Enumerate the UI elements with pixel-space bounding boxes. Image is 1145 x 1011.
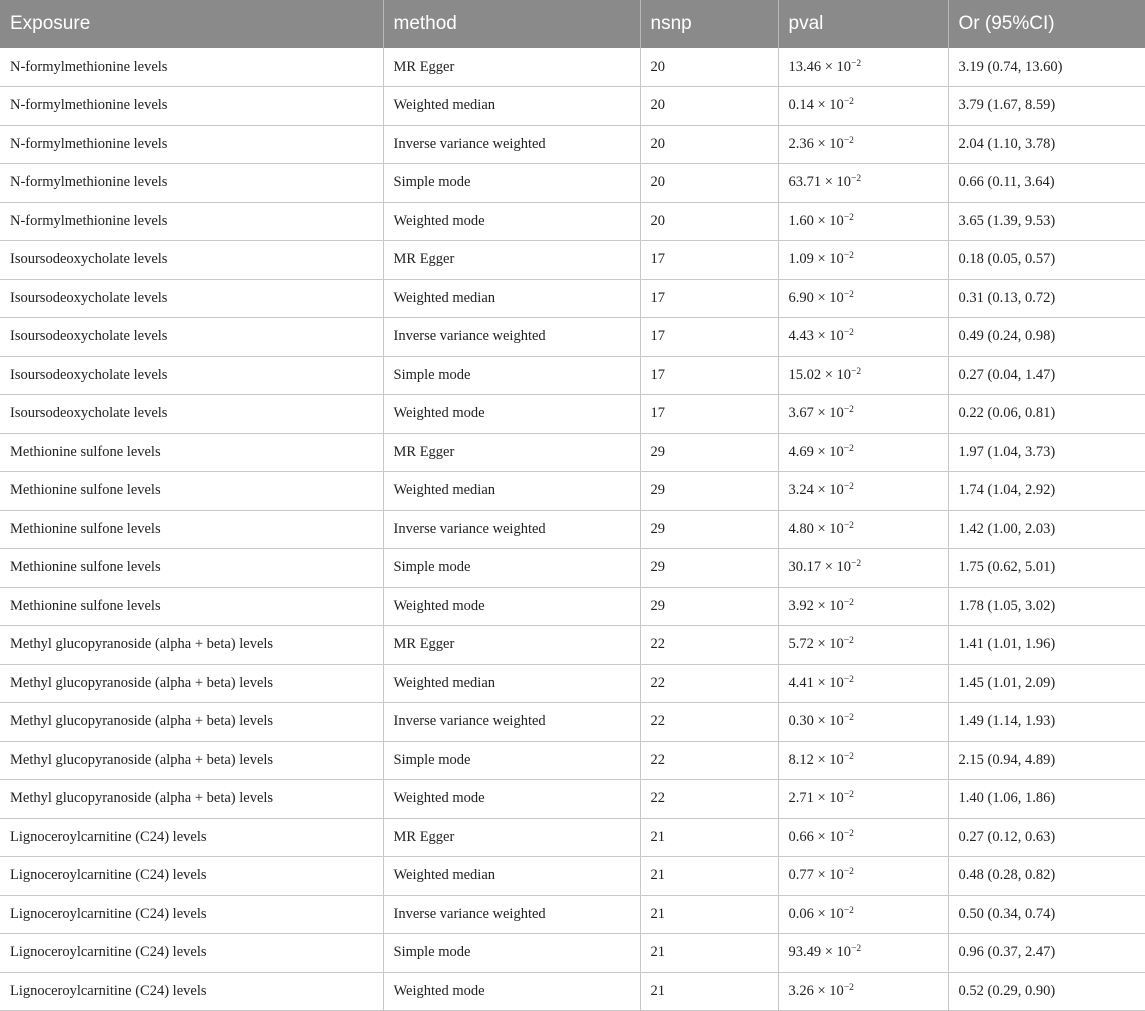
table-row	[0, 433, 1145, 472]
exposure-cell: Lignoceroylcarnitine (C24) levels	[0, 934, 383, 973]
or-cell: 0.27 (0.12, 0.63)	[948, 818, 1145, 857]
pval-mantissa: 0.06	[788, 905, 814, 922]
pval-exponent: −2	[843, 405, 854, 416]
table-row	[0, 741, 1145, 780]
pval-cell	[778, 87, 948, 126]
or-cell: 0.48 (0.28, 0.82)	[948, 857, 1145, 896]
nsnp-cell: 17	[640, 241, 778, 280]
or-cell: 2.04 (1.10, 3.78)	[948, 125, 1145, 164]
pval-multiplier: × 10	[824, 366, 852, 383]
nsnp-cell: 20	[640, 125, 778, 164]
pval-mantissa: 1.60	[788, 212, 814, 229]
header-method: method	[383, 0, 640, 48]
pval-multiplier: × 10	[817, 97, 844, 114]
pval-cell	[778, 48, 948, 87]
table-row	[0, 125, 1145, 164]
method-cell: Simple mode	[383, 356, 640, 395]
nsnp-cell: 20	[640, 48, 778, 87]
pval-exponent: −2	[843, 982, 854, 993]
exposure-cell: Lignoceroylcarnitine (C24) levels	[0, 857, 383, 896]
exposure-cell: N-formylmethionine levels	[0, 48, 383, 87]
pval-exponent: −2	[843, 674, 854, 685]
header-row	[0, 0, 1145, 48]
table-row	[0, 587, 1145, 626]
pval-mantissa: 2.71	[788, 790, 814, 807]
pval-exponent: −2	[843, 751, 854, 762]
table-row	[0, 472, 1145, 511]
pval-multiplier: × 10	[817, 251, 844, 268]
table-row	[0, 664, 1145, 703]
pval-cell	[778, 279, 948, 318]
pval-exponent: −2	[843, 289, 854, 300]
or-cell: 1.78 (1.05, 3.02)	[948, 587, 1145, 626]
pval-cell	[778, 934, 948, 973]
pval-cell	[778, 741, 948, 780]
pval-cell	[778, 164, 948, 203]
pval-cell	[778, 472, 948, 511]
pval-multiplier: × 10	[817, 443, 844, 460]
pval-multiplier: × 10	[817, 597, 844, 614]
pval-exponent: −2	[851, 559, 862, 570]
pval-exponent: −2	[843, 443, 854, 454]
pval-multiplier: × 10	[817, 520, 844, 537]
nsnp-cell: 29	[640, 587, 778, 626]
pval-multiplier: × 10	[817, 212, 844, 229]
or-cell: 3.65 (1.39, 9.53)	[948, 202, 1145, 241]
pval-multiplier: × 10	[817, 674, 844, 691]
method-cell: Weighted mode	[383, 587, 640, 626]
pval-cell	[778, 510, 948, 549]
method-cell: Inverse variance weighted	[383, 510, 640, 549]
nsnp-cell: 21	[640, 972, 778, 1011]
pval-mantissa: 93.49	[788, 944, 822, 961]
nsnp-cell: 20	[640, 87, 778, 126]
nsnp-cell: 21	[640, 818, 778, 857]
pval-multiplier: × 10	[817, 828, 844, 845]
table-row	[0, 318, 1145, 357]
pval-multiplier: × 10	[817, 405, 844, 422]
pval-cell	[778, 972, 948, 1011]
nsnp-cell: 22	[640, 664, 778, 703]
table-row	[0, 857, 1145, 896]
or-cell: 0.96 (0.37, 2.47)	[948, 934, 1145, 973]
or-cell: 1.49 (1.14, 1.93)	[948, 703, 1145, 742]
nsnp-cell: 17	[640, 395, 778, 434]
or-cell: 1.42 (1.00, 2.03)	[948, 510, 1145, 549]
header-exposure: Exposure	[0, 0, 383, 48]
pval-mantissa: 4.80	[788, 520, 814, 537]
pval-cell	[778, 202, 948, 241]
method-cell: Weighted median	[383, 664, 640, 703]
pval-multiplier: × 10	[817, 905, 844, 922]
table-row	[0, 703, 1145, 742]
table-row	[0, 780, 1145, 819]
pval-mantissa: 3.26	[788, 982, 814, 999]
nsnp-cell: 21	[640, 934, 778, 973]
table-row	[0, 202, 1145, 241]
nsnp-cell: 22	[640, 703, 778, 742]
table-row	[0, 510, 1145, 549]
pval-exponent: −2	[843, 482, 854, 493]
pval-cell	[778, 241, 948, 280]
method-cell: Weighted mode	[383, 202, 640, 241]
pval-exponent: −2	[843, 790, 854, 801]
pval-mantissa: 3.67	[788, 405, 814, 422]
nsnp-cell: 29	[640, 549, 778, 588]
nsnp-cell: 17	[640, 318, 778, 357]
pval-cell	[778, 395, 948, 434]
exposure-cell: Methyl glucopyranoside (alpha + beta) levels	[0, 626, 383, 665]
method-cell: Simple mode	[383, 549, 640, 588]
exposure-cell: Isoursodeoxycholate levels	[0, 241, 383, 280]
pval-exponent: −2	[851, 944, 862, 955]
pval-mantissa: 3.92	[788, 597, 814, 614]
pval-exponent: −2	[843, 212, 854, 223]
pval-exponent: −2	[843, 520, 854, 531]
exposure-cell: Methionine sulfone levels	[0, 587, 383, 626]
pval-mantissa: 6.90	[788, 289, 814, 306]
pval-cell	[778, 857, 948, 896]
pval-multiplier: × 10	[817, 636, 844, 653]
pval-multiplier: × 10	[817, 982, 844, 999]
pval-multiplier: × 10	[824, 58, 852, 75]
table-row	[0, 895, 1145, 934]
pval-cell	[778, 626, 948, 665]
or-cell: 2.15 (0.94, 4.89)	[948, 741, 1145, 780]
pval-cell	[778, 318, 948, 357]
header-pval: pval	[778, 0, 948, 48]
pval-multiplier: × 10	[824, 174, 852, 191]
table-body	[0, 48, 1145, 1011]
pval-exponent: −2	[843, 905, 854, 916]
method-cell: Weighted median	[383, 857, 640, 896]
nsnp-cell: 20	[640, 202, 778, 241]
pval-mantissa: 15.02	[788, 366, 822, 383]
pval-mantissa: 1.09	[788, 251, 814, 268]
or-cell: 0.52 (0.29, 0.90)	[948, 972, 1145, 1011]
pval-mantissa: 0.66	[788, 828, 814, 845]
nsnp-cell: 29	[640, 472, 778, 511]
exposure-cell: Methyl glucopyranoside (alpha + beta) levels	[0, 703, 383, 742]
method-cell: Simple mode	[383, 164, 640, 203]
pval-mantissa: 4.69	[788, 443, 814, 460]
method-cell: Weighted median	[383, 279, 640, 318]
table-row	[0, 395, 1145, 434]
pval-cell	[778, 895, 948, 934]
pval-exponent: −2	[843, 97, 854, 108]
pval-mantissa: 13.46	[788, 58, 822, 75]
exposure-cell: Methyl glucopyranoside (alpha + beta) levels	[0, 664, 383, 703]
table-row	[0, 87, 1145, 126]
method-cell: Inverse variance weighted	[383, 703, 640, 742]
pval-multiplier: × 10	[817, 867, 844, 884]
pval-mantissa: 63.71	[788, 174, 822, 191]
or-cell: 1.74 (1.04, 2.92)	[948, 472, 1145, 511]
table-row	[0, 279, 1145, 318]
method-cell: Weighted mode	[383, 395, 640, 434]
or-cell: 3.19 (0.74, 13.60)	[948, 48, 1145, 87]
method-cell: Inverse variance weighted	[383, 318, 640, 357]
pval-exponent: −2	[851, 58, 862, 69]
pval-exponent: −2	[843, 328, 854, 339]
pval-mantissa: 0.77	[788, 867, 814, 884]
nsnp-cell: 21	[640, 895, 778, 934]
exposure-cell: Isoursodeoxycholate levels	[0, 318, 383, 357]
table-row	[0, 356, 1145, 395]
method-cell: Weighted median	[383, 87, 640, 126]
or-cell: 1.45 (1.01, 2.09)	[948, 664, 1145, 703]
exposure-cell: N-formylmethionine levels	[0, 87, 383, 126]
pval-cell	[778, 587, 948, 626]
pval-mantissa: 2.36	[788, 135, 814, 152]
method-cell: MR Egger	[383, 433, 640, 472]
exposure-cell: Methyl glucopyranoside (alpha + beta) levels	[0, 780, 383, 819]
pval-mantissa: 3.24	[788, 482, 814, 499]
exposure-cell: Isoursodeoxycholate levels	[0, 395, 383, 434]
pval-cell	[778, 125, 948, 164]
pval-cell	[778, 818, 948, 857]
method-cell: MR Egger	[383, 818, 640, 857]
method-cell: MR Egger	[383, 48, 640, 87]
method-cell: Weighted mode	[383, 972, 640, 1011]
exposure-cell: N-formylmethionine levels	[0, 125, 383, 164]
pval-multiplier: × 10	[817, 751, 844, 768]
pval-cell	[778, 703, 948, 742]
method-cell: Inverse variance weighted	[383, 895, 640, 934]
nsnp-cell: 20	[640, 164, 778, 203]
table-row	[0, 972, 1145, 1011]
exposure-cell: N-formylmethionine levels	[0, 202, 383, 241]
exposure-cell: Methionine sulfone levels	[0, 549, 383, 588]
pval-multiplier: × 10	[817, 482, 844, 499]
pval-exponent: −2	[843, 135, 854, 146]
pval-multiplier: × 10	[817, 135, 844, 152]
pval-multiplier: × 10	[824, 559, 852, 576]
pval-exponent: −2	[851, 366, 862, 377]
pval-exponent: −2	[843, 597, 854, 608]
table-row	[0, 164, 1145, 203]
or-cell: 0.31 (0.13, 0.72)	[948, 279, 1145, 318]
pval-cell	[778, 433, 948, 472]
pval-multiplier: × 10	[817, 289, 844, 306]
exposure-cell: Lignoceroylcarnitine (C24) levels	[0, 818, 383, 857]
or-cell: 0.27 (0.04, 1.47)	[948, 356, 1145, 395]
pval-exponent: −2	[851, 174, 862, 185]
pval-mantissa: 30.17	[788, 559, 822, 576]
table-row	[0, 48, 1145, 87]
or-cell: 0.49 (0.24, 0.98)	[948, 318, 1145, 357]
or-cell: 1.40 (1.06, 1.86)	[948, 780, 1145, 819]
pval-mantissa: 0.30	[788, 713, 814, 730]
or-cell: 0.18 (0.05, 0.57)	[948, 241, 1145, 280]
pval-multiplier: × 10	[824, 944, 852, 961]
pval-cell	[778, 780, 948, 819]
pval-exponent: −2	[843, 251, 854, 262]
pval-mantissa: 4.43	[788, 328, 814, 345]
nsnp-cell: 22	[640, 780, 778, 819]
table-row	[0, 549, 1145, 588]
table-row	[0, 818, 1145, 857]
exposure-cell: Lignoceroylcarnitine (C24) levels	[0, 895, 383, 934]
or-cell: 3.79 (1.67, 8.59)	[948, 87, 1145, 126]
pval-cell	[778, 664, 948, 703]
pval-mantissa: 8.12	[788, 751, 814, 768]
nsnp-cell: 22	[640, 626, 778, 665]
or-cell: 0.66 (0.11, 3.64)	[948, 164, 1145, 203]
method-cell: Inverse variance weighted	[383, 125, 640, 164]
nsnp-cell: 17	[640, 279, 778, 318]
nsnp-cell: 17	[640, 356, 778, 395]
exposure-cell: Isoursodeoxycholate levels	[0, 279, 383, 318]
exposure-cell: Methionine sulfone levels	[0, 433, 383, 472]
method-cell: Simple mode	[383, 934, 640, 973]
pval-multiplier: × 10	[817, 328, 844, 345]
or-cell: 1.97 (1.04, 3.73)	[948, 433, 1145, 472]
pval-mantissa: 0.14	[788, 97, 814, 114]
nsnp-cell: 22	[640, 741, 778, 780]
or-cell: 1.41 (1.01, 1.96)	[948, 626, 1145, 665]
nsnp-cell: 21	[640, 857, 778, 896]
method-cell: Weighted median	[383, 472, 640, 511]
table-row	[0, 934, 1145, 973]
header-nsnp: nsnp	[640, 0, 778, 48]
table-row	[0, 241, 1145, 280]
or-cell: 0.50 (0.34, 0.74)	[948, 895, 1145, 934]
nsnp-cell: 29	[640, 433, 778, 472]
method-cell: MR Egger	[383, 626, 640, 665]
pval-exponent: −2	[843, 828, 854, 839]
pval-cell	[778, 549, 948, 588]
exposure-cell: Methionine sulfone levels	[0, 472, 383, 511]
or-cell: 0.22 (0.06, 0.81)	[948, 395, 1145, 434]
exposure-cell: N-formylmethionine levels	[0, 164, 383, 203]
pval-exponent: −2	[843, 867, 854, 878]
header-or: Or (95%CI)	[958, 13, 1055, 34]
pval-multiplier: × 10	[817, 790, 844, 807]
nsnp-cell: 29	[640, 510, 778, 549]
pval-exponent: −2	[843, 636, 854, 647]
exposure-cell: Lignoceroylcarnitine (C24) levels	[0, 972, 383, 1011]
exposure-cell: Methionine sulfone levels	[0, 510, 383, 549]
method-cell: MR Egger	[383, 241, 640, 280]
pval-mantissa: 5.72	[788, 636, 814, 653]
pval-mantissa: 4.41	[788, 674, 814, 691]
method-cell: Simple mode	[383, 741, 640, 780]
exposure-cell: Isoursodeoxycholate levels	[0, 356, 383, 395]
pval-exponent: −2	[843, 713, 854, 724]
or-cell: 1.75 (0.62, 5.01)	[948, 549, 1145, 588]
method-cell: Weighted mode	[383, 780, 640, 819]
table-row	[0, 626, 1145, 665]
exposure-cell: Methyl glucopyranoside (alpha + beta) levels	[0, 741, 383, 780]
pval-cell	[778, 356, 948, 395]
pval-multiplier: × 10	[817, 713, 844, 730]
